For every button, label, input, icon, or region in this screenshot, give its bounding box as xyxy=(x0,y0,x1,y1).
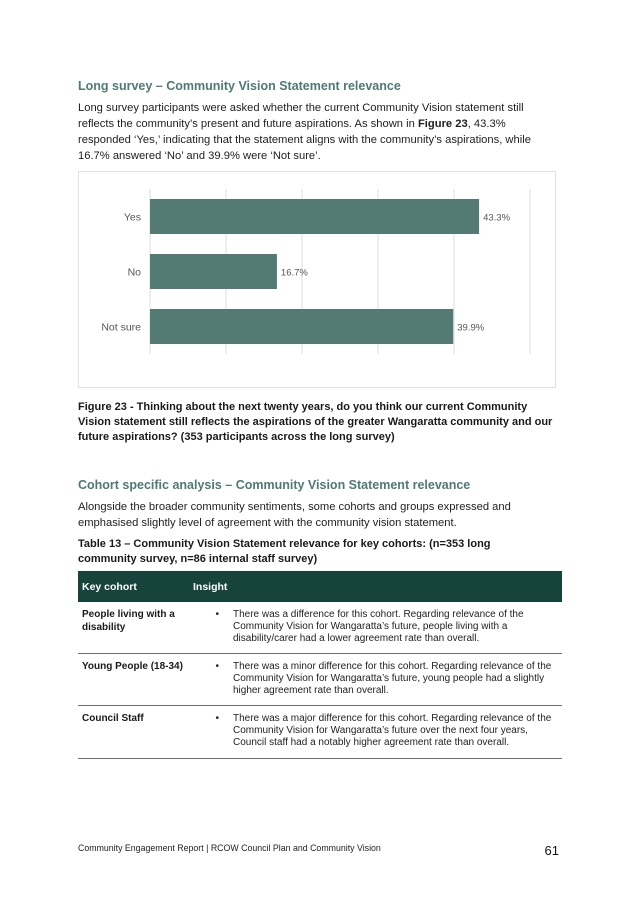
bullet: • xyxy=(215,609,219,620)
insight-cell xyxy=(193,654,562,705)
data-label: 39.9% xyxy=(457,322,485,334)
insight-text: There was a difference for this cohort. Regarding relevance of the Community Vision for Wangaratta’s future, people living with a disability/carer had a lower agreement rate than overall. xyxy=(233,609,524,645)
cohort-name: Council Staff xyxy=(82,713,144,724)
intro-text-2: , 43.3% responded ‘Yes,’ indicating that the statement aligns with the community’s aspirations, while 16.7% answered ‘No’ and 39.9% were ‘Not sure’. xyxy=(78,118,531,162)
category-label: No xyxy=(127,266,141,279)
table-header xyxy=(78,571,562,602)
cohort-name: People living with a disability xyxy=(82,609,175,633)
cohort-paragraph: Alongside the broader community sentiments, some cohorts and groups expressed and emphasised slightly level of agreement with the community vision statement. xyxy=(78,501,511,529)
header-key-cohort: Key cohort xyxy=(82,580,137,593)
table-caption: Table 13 – Community Vision Statement relevance for key cohorts: (n=353 long community survey, n=86 internal staff survey) xyxy=(78,538,491,566)
cohort-name: Young People (18-34) xyxy=(82,661,183,672)
table-row xyxy=(78,654,562,706)
bar-not-sure xyxy=(150,309,453,344)
insight-text: There was a minor difference for this cohort. Regarding relevance of the Community Vision for Wangaratta’s future, young people had a slightly higher agreement rate than overall. xyxy=(233,661,552,697)
insight-text: There was a major difference for this cohort. Regarding relevance of the Community Vision for Wangaratta’s future over the next four years, Council staff had a notably higher agreement rate than overall. xyxy=(233,713,552,749)
bar-yes xyxy=(150,199,479,234)
data-label: 16.7% xyxy=(280,267,308,279)
figure-caption: Figure 23 - Thinking about the next twenty years, do you think our current Community Vision statement still reflects the aspirations of the greater Wangaratta community and our future aspirations? (353 participants across the long survey) xyxy=(78,401,553,444)
category-label: Yes xyxy=(123,211,141,224)
header-insight: Insight xyxy=(193,580,228,593)
intro-paragraph xyxy=(78,100,558,164)
category-label: Not sure xyxy=(101,321,141,334)
bullet: • xyxy=(215,713,219,724)
figure-23-chart xyxy=(78,171,556,388)
section-heading-cohort: Cohort specific analysis – Community Vision Statement relevance xyxy=(78,478,471,492)
page-number: 61 xyxy=(544,843,559,858)
insight-cell xyxy=(193,602,562,653)
cohort-table xyxy=(78,571,562,759)
data-label: 43.3% xyxy=(483,212,511,224)
section-heading-long-survey: Long survey – Community Vision Statement relevance xyxy=(78,79,401,93)
bullet: • xyxy=(215,661,219,672)
bar-no xyxy=(150,254,277,289)
figure-reference: Figure 23 xyxy=(417,118,468,130)
footer-text: Community Engagement Report | RCOW Council Plan and Community Vision xyxy=(78,843,381,853)
table-row xyxy=(78,706,562,759)
intro-text-1: Long survey participants were asked whether the current Community Vision statement still reflects the community’s present and future aspirations. As shown in xyxy=(78,102,524,130)
table-row xyxy=(78,602,562,654)
bar-chart-svg xyxy=(79,172,557,389)
insight-cell xyxy=(193,706,562,758)
